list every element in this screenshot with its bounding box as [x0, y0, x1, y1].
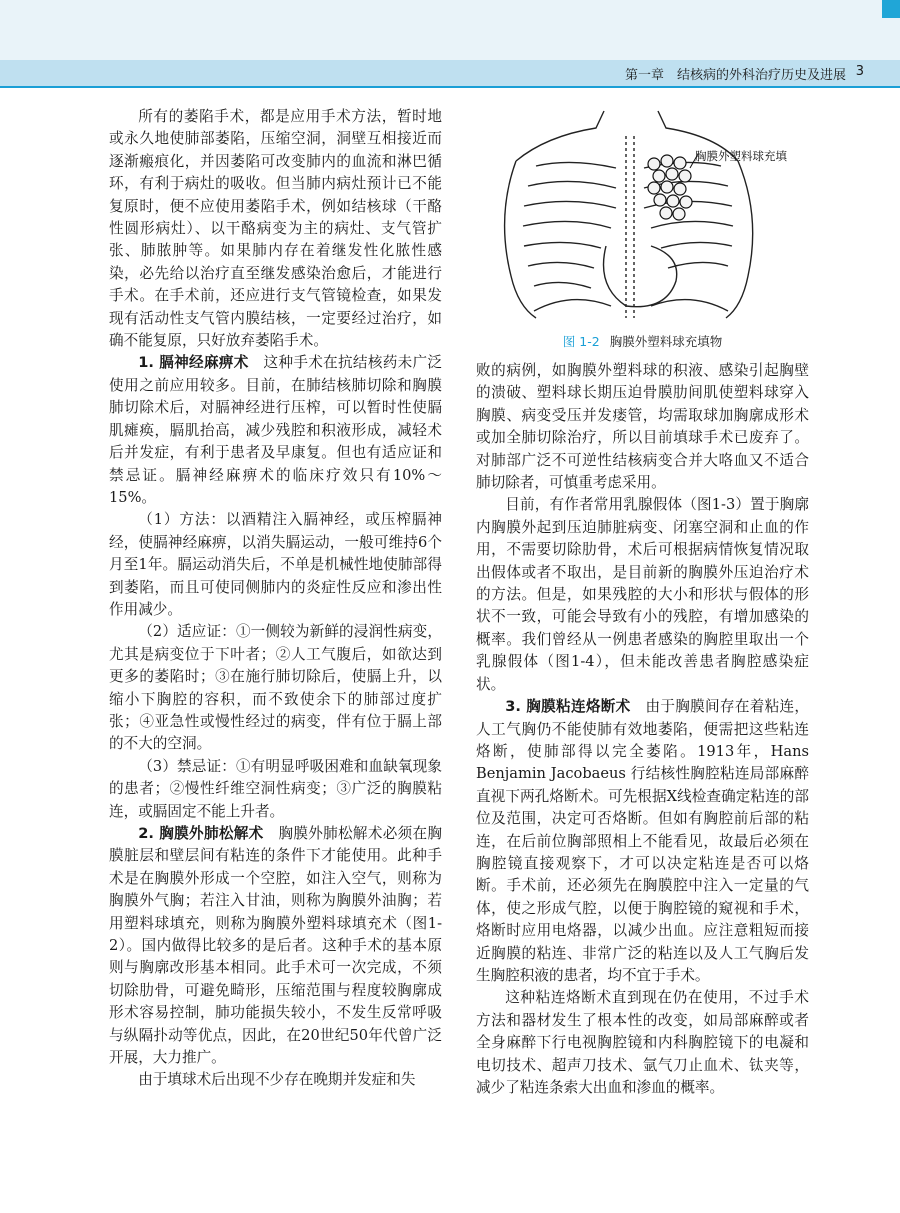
figure-annotation: 胸膜外塑料球充填	[695, 149, 787, 163]
section-heading: 3. 胸膜粘连烙断术	[505, 698, 631, 716]
paragraph: 这种粘连烙断术直到现在仍在使用，不过手术方法和器材发生了根本性的改变，如局部麻醉或者全身麻醉下行电视胸腔镜和内科胸腔镜下的电凝和电切技术、超声刀技术、氩气刀止血术、钛夹等，减少了粘连条索大出血和渗血的概率。	[476, 989, 809, 1096]
figure-number: 图 1-2	[562, 334, 600, 349]
paragraph: 目前，有作者常用乳腺假体（图1-3）置于胸廓内胸膜外起到压迫肺脏病变、闭塞空洞和止血的作用，不需要切除肋骨，术后可根据病情恢复情况取出假体或者不取出，是目前新的胸膜外压迫治疗术的方法。但是，如果残腔的大小和形状与假体的形状不一致，可能会导致有小的残腔，有增加感染的概率。我们曾经从一例患者感染的胸腔里取出一个乳腺假体（图1-4），但未能改善患者胸腔感染症状。	[476, 496, 809, 693]
top-decoration-strip	[0, 0, 900, 60]
corner-accent	[882, 0, 900, 18]
paragraph: （3）禁忌证：①有明显呼吸困难和血缺氧现象的患者；②慢性纤维空洞性病变；③广泛的胸膜粘连，或膈固定不能上升者。	[109, 757, 442, 820]
right-column	[476, 360, 809, 1099]
page-number: 3	[855, 64, 864, 79]
left-column	[109, 106, 442, 1092]
running-header	[0, 60, 900, 88]
paragraph: 1. 膈神经麻痹术 这种手术在抗结核药未广泛使用之前应用较多。目前，在肺结核肺切除和胸膜肺切除术后，对膈神经进行压榨，可以暂时性使膈肌瘫痪，膈肌抬高，减少残腔和积液形成，减轻术后并发症，有利于患者及早康复。但也有适应证和禁忌证。膈神经麻痹术的临床疗效只有10%～15%。	[109, 354, 442, 506]
paragraph: （2）适应证：①一侧较为新鲜的浸润性病变，尤其是病变位于下叶者；②人工气腹后，如欲达到更多的萎陷时；③在施行肺切除后，使膈上升，以缩小下胸腔的容积，而不致使余下的肺部过度扩张；④亚急性或慢性经过的病变，伴有位于膈上部的不大的空洞。	[109, 623, 442, 753]
paragraph: 败的病例，如胸膜外塑料球的积液、感染引起胸壁的溃破、塑料球长期压迫骨膜肋间肌使塑料球穿入胸膜、病变受压并发瘘管，均需取球加胸廓成形术或加全肺切除治疗，所以目前填球手术已废弃了。对肺部广泛不可逆性结核病变合并大咯血又不适合肺切除者，可慎重考虑采用。	[476, 362, 809, 492]
figure-1-2	[476, 106, 809, 350]
paragraph: 所有的萎陷手术，都是应用手术方法，暂时地或永久地使肺部萎陷，压缩空洞，洞壁互相接近而逐渐瘢痕化，并因萎陷可改变肺内的血流和淋巴循环，有利于病灶的吸收。但当肺内病灶预计已不能复原时，便不应使用萎陷手术，例如结核球（干酪性圆形病灶）、以干酪病变为主的病灶、支气管扩张、肺脓肿等。如果肺内存在着继发性化脓性感染，必先给以治疗直至继发感染治愈后，才能进行手术。在手术前，还应进行支气管镜检查，如果发现有活动性支气管内膜结核，一定要经过治疗，如确不能复原，只好放弃萎陷手术。	[109, 108, 442, 350]
chest-xray-illustration	[476, 106, 809, 326]
paragraph: （1）方法：以酒精注入膈神经，或压榨膈神经，使膈神经麻痹，以消失膈运动，一般可维持6个月至1年。膈运动消失后，不单是机械性地使肺部得到萎陷，而且可使同侧肺内的炎症性反应和渗出性作用减少。	[109, 511, 442, 618]
figure-caption-text: 胸膜外塑料球充填物	[609, 334, 723, 349]
paragraph: 3. 胸膜粘连烙断术 由于胸膜间存在着粘连，人工气胸仍不能使肺有效地萎陷，便需把这些粘连烙断，使肺部得以完全萎陷。1913年，Hans Benjamin Jacobaeus 行结核性胸腔粘连局部麻醉直视下两孔烙断术。可先根据X线检查确定粘连的部位及范围，决定可否烙断。但如有胸腔前后部的粘连，在后前位胸部照相上不能看见，故最后必须在胸腔镜直接观察下，才可以决定粘连是否可以烙断。手术前，还必须先在胸膜腔中注入一定量的气体，使之形成气腔，以便于胸腔镜的窥视和手术，烙断时应用电烙器，以减少出血。应注意粗短而接近胸膜的粘连、非常广泛的粘连以及人工气胸后发生胸腔积液的患者，均不宜于手术。	[476, 698, 809, 984]
figure-caption	[476, 332, 809, 350]
paragraph: 2. 胸膜外肺松解术 胸膜外肺松解术必须在胸膜脏层和壁层间有粘连的条件下才能使用。此种手术是在胸膜外形成一个空腔，如注入空气，则称为胸膜外气胸；若注入甘油，则称为胸膜外油胸；若用塑料球填充，则称为胸膜外塑料球填充术（图1-2）。国内做得比较多的是后者。这种手术的基本原则与胸廓改形基本相同。此手术可一次完成，不须切除肋骨，可避免畸形，压缩范围与程度较胸廓成形术容易控制，肺功能损失较小，不发生反常呼吸与纵隔扑动等优点，因此，在20世纪50年代曾广泛开展，大力推广。	[109, 825, 442, 1067]
section-heading: 1. 膈神经麻痹术	[138, 354, 249, 372]
section-heading: 2. 胸膜外肺松解术	[138, 825, 264, 842]
paragraph: 由于填球术后出现不少存在晚期并发症和失	[138, 1071, 416, 1089]
chapter-title: 第一章 结核病的外科治疗历史及进展	[624, 68, 846, 83]
